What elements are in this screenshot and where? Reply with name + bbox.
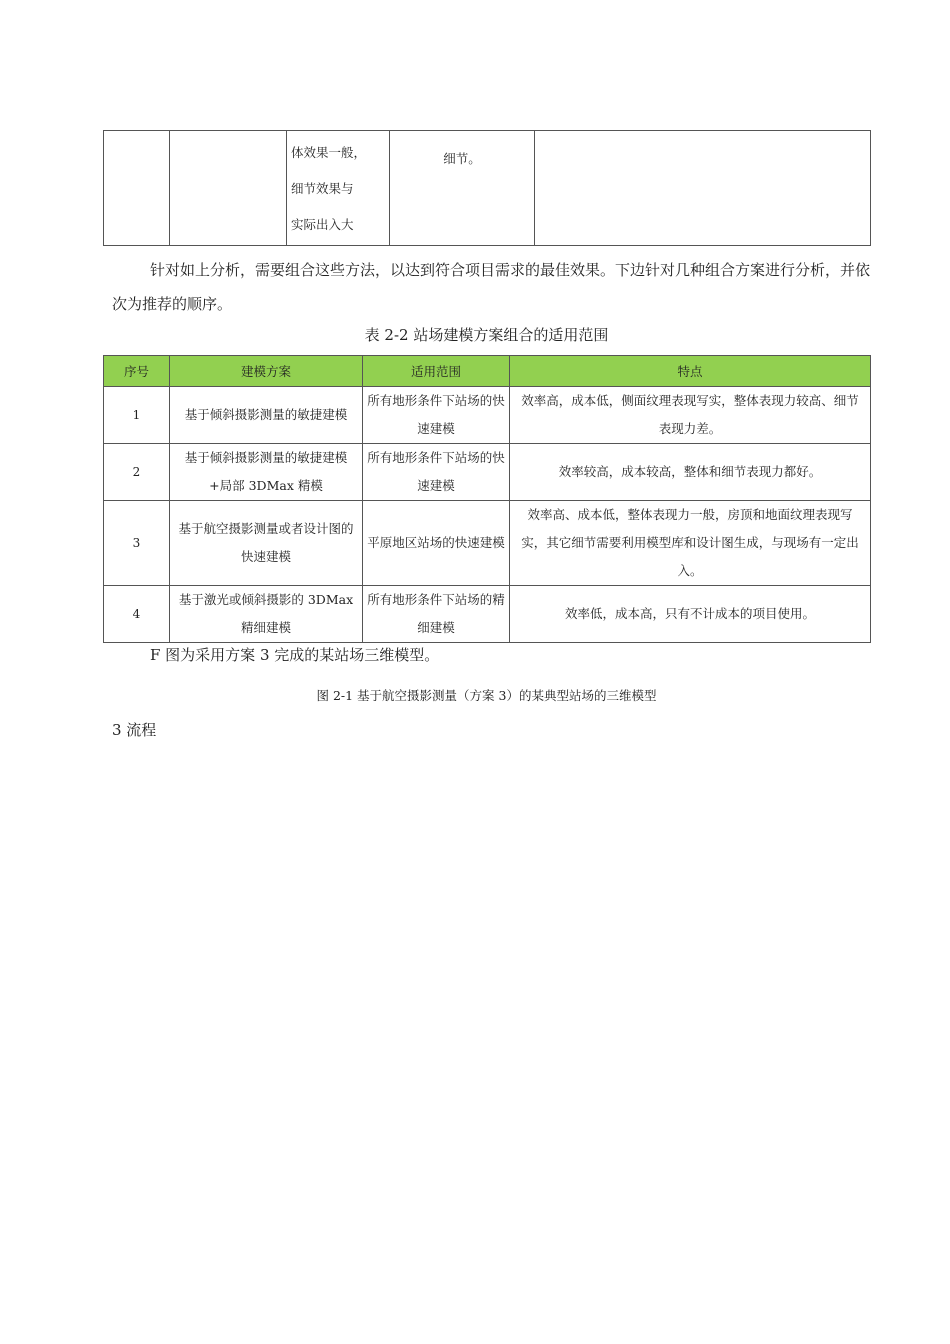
table-cell [104, 131, 170, 246]
row-number: 2 [104, 444, 170, 501]
feature-cell: 效率高、成本低，整体表现力一般，房顶和地面纹理表现写实，其它细节需要利用模型库和设计图生成，与现场有一定出入。 [510, 501, 871, 586]
table-row [104, 586, 871, 643]
table-row [104, 444, 871, 501]
row-number: 4 [104, 586, 170, 643]
cell-text: 细节。 [443, 151, 481, 166]
feature-cell: 效率高，成本低，侧面纹理表现写实，整体表现力较高、细节表现力差。 [510, 387, 871, 444]
table-header-row [104, 356, 871, 387]
header-cell: 特点 [510, 356, 871, 387]
table-cell [287, 131, 390, 246]
cell-line: 体效果一般， [291, 145, 367, 160]
feature-cell: 效率低，成本高，只有不计成本的项目使用。 [510, 586, 871, 643]
table-row [104, 501, 871, 586]
section-heading: 3 流程 [112, 721, 157, 739]
table-cell [390, 131, 535, 246]
body-paragraph: 针对如上分析，需要组合这些方法，以达到符合项目需求的最佳效果。下边针对几种组合方案进行分析，并依次为推荐的顺序。 [112, 261, 871, 313]
row-number: 1 [104, 387, 170, 444]
scheme-cell: 基于激光或倾斜摄影的 3DMax 精细建模 [170, 586, 363, 643]
body-paragraph: F 图为采用方案 3 完成的某站场三维模型。 [150, 646, 440, 664]
table-cell [535, 131, 871, 246]
scheme-cell: 基于倾斜摄影测量的敏捷建模 [170, 387, 363, 444]
table-caption: 表 2-2 站场建模方案组合的适用范围 [364, 326, 609, 344]
feature-cell: 效率较高，成本较高，整体和细节表现力都好。 [510, 444, 871, 501]
header-cell: 适用范围 [363, 356, 510, 387]
scheme-table [103, 355, 871, 643]
scope-cell: 平原地区站场的快速建模 [363, 501, 510, 586]
scope-cell: 所有地形条件下站场的精细建模 [363, 586, 510, 643]
figure-caption: 图 2-1 基于航空摄影测量（方案 3）的某典型站场的三维模型 [316, 688, 657, 703]
header-cell: 建模方案 [170, 356, 363, 387]
row-number: 3 [104, 501, 170, 586]
table-row [104, 387, 871, 444]
scope-cell: 所有地形条件下站场的快速建模 [363, 444, 510, 501]
header-cell: 序号 [104, 356, 170, 387]
continuation-table [103, 130, 871, 246]
table-cell [170, 131, 287, 246]
scope-cell: 所有地形条件下站场的快速建模 [363, 387, 510, 444]
cell-line: 细节效果与 [291, 181, 354, 196]
table-row [104, 131, 871, 246]
scheme-cell: 基于航空摄影测量或者设计图的快速建模 [170, 501, 363, 586]
cell-line: 实际出入大 [291, 217, 354, 232]
scheme-cell: 基于倾斜摄影测量的敏捷建模+局部 3DMax 精模 [170, 444, 363, 501]
